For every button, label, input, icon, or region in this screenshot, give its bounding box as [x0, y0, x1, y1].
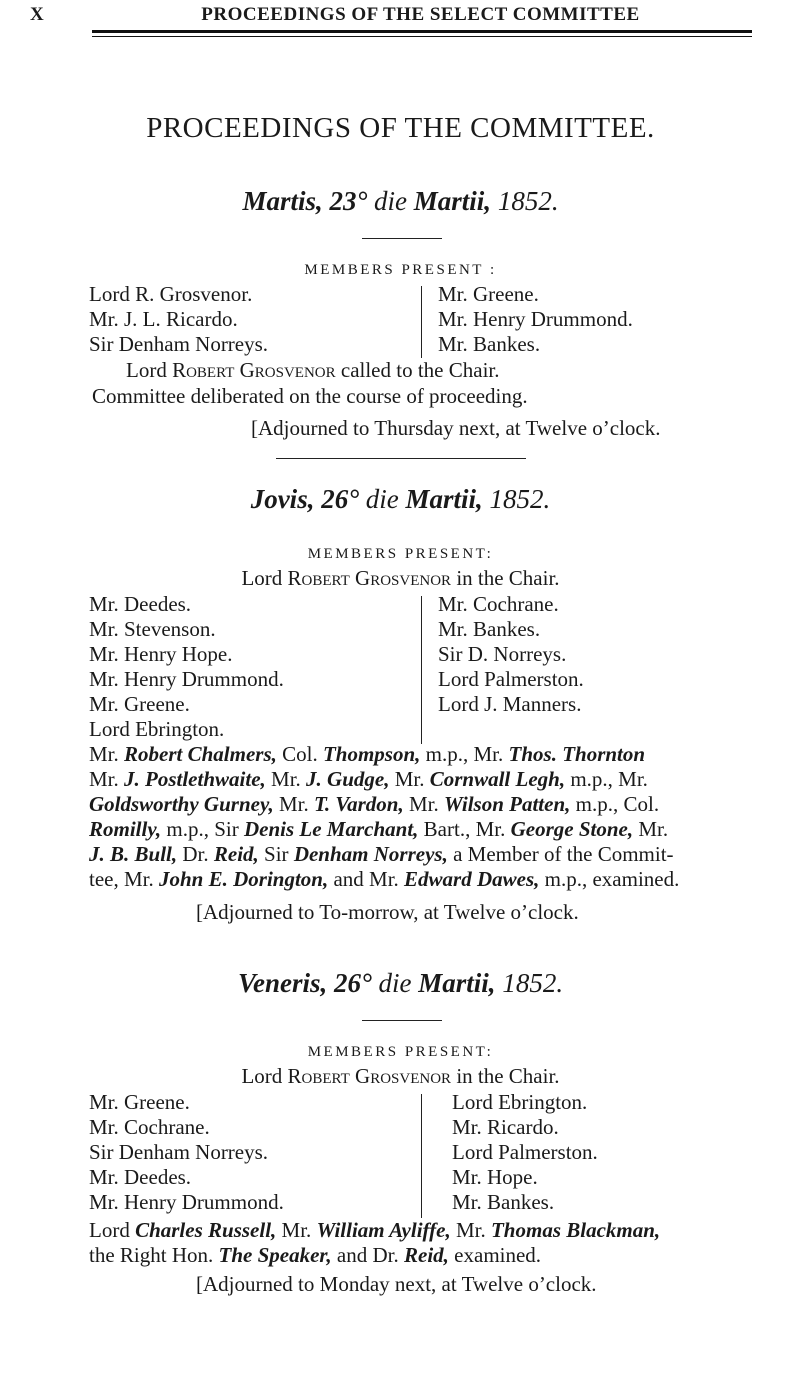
text-run: Mr.	[633, 817, 669, 841]
member: Sir D. Norreys.	[438, 642, 567, 666]
text-run: m.p., Mr.	[420, 742, 509, 766]
witness-name: Goldsworthy Gurney,	[89, 792, 274, 816]
s3-rule	[362, 1020, 442, 1021]
witness-name: T. Vardon,	[314, 792, 404, 816]
witness-name: William Ayliffe,	[316, 1218, 451, 1242]
member: Mr. Cochrane.	[89, 1115, 210, 1139]
witness-name: Thomas Blackman,	[490, 1218, 661, 1242]
section-rule	[276, 458, 526, 459]
s2-divider	[421, 596, 422, 744]
s2-members-head: MEMBERS PRESENT:	[307, 546, 494, 562]
member: Mr. Bankes.	[438, 617, 541, 641]
member: Mr. Henry Drummond.	[89, 1190, 284, 1214]
witness-name: Wilson Patten,	[443, 792, 571, 816]
member: Mr. Henry Drummond.	[89, 667, 284, 691]
member: Mr. Greene.	[89, 692, 190, 716]
text-run: Mr.	[89, 767, 125, 791]
text-run: m.p., examined.	[539, 867, 680, 891]
s3-members-left	[89, 1090, 284, 1215]
text-run: Mr.	[273, 792, 315, 816]
text-run: Sir	[258, 842, 294, 866]
witness-line	[89, 867, 769, 892]
witness-name: Charles Russell,	[135, 1218, 277, 1242]
member: Sir Denham Norreys.	[89, 1140, 269, 1164]
text-run: tee, Mr.	[89, 867, 159, 891]
s2-members-right	[438, 592, 584, 717]
member: Mr. Henry Drummond.	[438, 307, 633, 331]
witness-name: George Stone,	[510, 817, 634, 841]
witness-name: J. Postlethwaite,	[124, 767, 266, 791]
text-run: Mr.	[403, 792, 444, 816]
text-run: Bart., Mr.	[418, 817, 511, 841]
text-run: Lord	[89, 1218, 136, 1242]
text-run: Dr.	[177, 842, 214, 866]
s1-members-head: MEMBERS PRESENT :	[304, 262, 497, 278]
text-run: and Dr.	[331, 1243, 404, 1267]
witness-line	[89, 792, 769, 817]
member: Mr. J. L. Ricardo.	[89, 307, 238, 331]
witness-name: Robert Chalmers,	[124, 742, 277, 766]
witness-name: Reid,	[404, 1243, 449, 1267]
witness-name: Edward Dawes,	[404, 867, 540, 891]
s1-chair: Lord Robert Grosvenor called to the Chair.	[126, 358, 500, 382]
s2-members-left	[89, 592, 284, 742]
witness-line	[89, 1218, 769, 1243]
text-run: the Right Hon.	[89, 1243, 219, 1267]
witness-name: Thompson,	[322, 742, 421, 766]
s1-rule	[362, 238, 442, 239]
witness-name: Romilly,	[89, 817, 162, 841]
s3-members-head: MEMBERS PRESENT:	[307, 1044, 494, 1060]
s1-members-left	[89, 282, 268, 357]
witness-line	[89, 1243, 769, 1268]
s3-members-right	[452, 1090, 598, 1215]
member: Lord Ebrington.	[452, 1090, 588, 1114]
s1-members-right	[438, 282, 633, 357]
member: Lord R. Grosvenor.	[89, 282, 253, 306]
s3-adjourned: [Adjourned to Monday next, at Twelve o’clock.	[196, 1272, 597, 1296]
page-title: PROCEEDINGS OF THE COMMITTEE.	[146, 112, 655, 144]
text-run: Mr.	[450, 1218, 491, 1242]
member: Sir Denham Norreys.	[89, 332, 269, 356]
witness-name: The Speaker,	[218, 1243, 332, 1267]
text-run: m.p., Col.	[570, 792, 660, 816]
running-head	[30, 4, 771, 26]
witness-name: Reid,	[213, 842, 259, 866]
s2-chair: Lord Robert Grosvenor in the Chair.	[241, 566, 560, 590]
s3-witnesses	[89, 1218, 769, 1268]
member: Mr. Greene.	[89, 1090, 190, 1114]
page-number: X	[30, 4, 45, 25]
running-title: PROCEEDINGS OF THE SELECT COMMITTEE	[201, 4, 640, 25]
member: Mr. Deedes.	[89, 1165, 192, 1189]
witness-name: J. Gudge,	[306, 767, 390, 791]
s3-chair: Lord Robert Grosvenor in the Chair.	[241, 1064, 560, 1088]
text-run: a Member of the Commit-	[447, 842, 674, 866]
member: Mr. Stevenson.	[89, 617, 216, 641]
s2-adjourned: [Adjourned to To-morrow, at Twelve o’clock.	[196, 900, 579, 924]
text-run: and Mr.	[328, 867, 405, 891]
member: Mr. Henry Hope.	[89, 642, 233, 666]
s2-witnesses	[89, 742, 769, 892]
text-run: Col.	[276, 742, 323, 766]
member: Mr. Greene.	[438, 282, 539, 306]
witness-name: Denham Norreys,	[293, 842, 448, 866]
member: Mr. Bankes.	[438, 332, 541, 356]
s1-deliberation: Committee deliberated on the course of proceeding.	[92, 384, 528, 408]
text-run: Mr.	[265, 767, 307, 791]
text-run: m.p., Sir	[161, 817, 244, 841]
s3-date: Veneris, 26° die Martii, 1852.	[237, 968, 564, 998]
witness-line	[89, 817, 769, 842]
s3-divider	[421, 1094, 422, 1218]
witness-line	[89, 842, 769, 867]
member: Lord J. Manners.	[438, 692, 582, 716]
header-rule	[92, 30, 752, 37]
s2-date: Jovis, 26° die Martii, 1852.	[250, 484, 551, 514]
text-run: Mr.	[389, 767, 430, 791]
witness-line	[89, 742, 769, 767]
text-run: Mr.	[89, 742, 125, 766]
member: Lord Ebrington.	[89, 717, 225, 741]
member: Lord Palmerston.	[438, 667, 584, 691]
text-run: m.p., Mr.	[565, 767, 648, 791]
member: Lord Palmerston.	[452, 1140, 598, 1164]
s1-adjourned: [Adjourned to Thursday next, at Twelve o’clock.	[251, 416, 661, 440]
witness-line	[89, 767, 769, 792]
s1-date: Martis, 23° die Martii, 1852.	[242, 186, 559, 216]
member: Mr. Deedes.	[89, 592, 192, 616]
witness-name: John E. Dorington,	[158, 867, 329, 891]
witness-name: J. B. Bull,	[89, 842, 178, 866]
witness-name: Denis Le Marchant,	[243, 817, 419, 841]
text-run: Mr.	[276, 1218, 317, 1242]
text-run: examined.	[448, 1243, 542, 1267]
member: Mr. Hope.	[452, 1165, 538, 1189]
member: Mr. Cochrane.	[438, 592, 559, 616]
member: Mr. Bankes.	[452, 1190, 555, 1214]
witness-name: Thos. Thornton	[508, 742, 646, 766]
s1-divider	[421, 286, 422, 358]
member: Mr. Ricardo.	[452, 1115, 559, 1139]
witness-name: Cornwall Legh,	[429, 767, 566, 791]
